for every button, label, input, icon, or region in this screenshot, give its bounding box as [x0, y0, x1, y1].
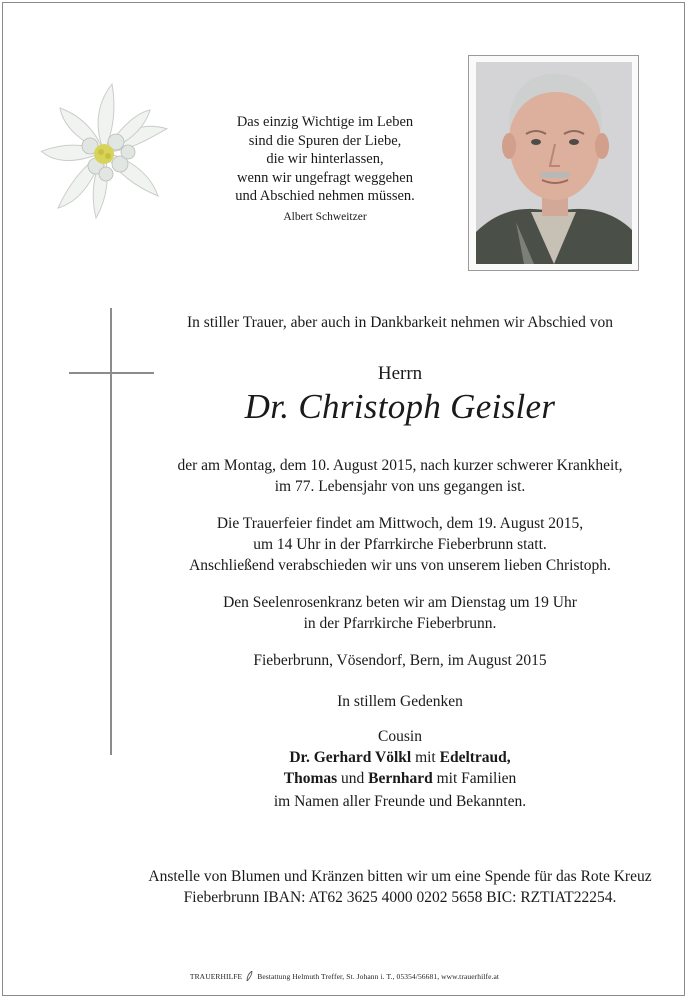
funeral-line: Anschließend verabschieden wir uns von unserem lieben Christoph.: [189, 557, 611, 574]
mourner-name: Edeltraud,: [439, 749, 511, 766]
friends-text: im Namen aller Freunde und Bekannten.: [273, 793, 527, 810]
place-date: Fieberbrunn, Vösendorf, Bern, im August 2015: [253, 652, 547, 669]
mourner-connector: mit: [411, 749, 440, 766]
funeral-line: Die Trauerfeier findet am Mittwoch, dem 19. August 2015,: [216, 515, 584, 532]
edelweiss-icon: [30, 80, 198, 232]
intro-text: In stiller Trauer, aber auch in Dankbarkeit nehmen wir Abschied von: [187, 314, 613, 331]
quote-line: wenn wir ungefragt weggehen: [237, 169, 413, 186]
donation-line: Fieberbrunn IBAN: AT62 3625 4000 0202 5658 BIC: RZTIAT22254.: [183, 889, 617, 906]
quote-line: sind die Spuren der Liebe,: [248, 132, 402, 149]
portrait-photo: [476, 62, 632, 264]
quote-line: und Abschied nehmen müssen.: [235, 188, 415, 204]
mourner-name: Thomas: [283, 770, 338, 787]
mourner-connector: mit Familien: [432, 770, 517, 787]
rosary-line: in der Pfarrkirche Fieberbrunn.: [303, 615, 497, 632]
deceased-name: Dr. Christoph Geisler: [244, 387, 556, 426]
death-notice: [130, 455, 670, 497]
donation-request: [130, 866, 670, 908]
mourner-name: Bernhard: [368, 770, 433, 787]
quote: [205, 113, 445, 206]
quote-line: die wir hinterlassen,: [266, 151, 384, 167]
mourners: [130, 726, 670, 789]
quote-line: Das einzig Wichtige im Leben: [236, 114, 414, 130]
donation-line: Anstelle von Blumen und Kränzen bitten wir um eine Spende für das Rote Kreuz: [148, 868, 652, 885]
cross-vertical-bar: [110, 308, 112, 755]
death-notice-line: im 77. Lebensjahr von uns gegangen ist.: [274, 478, 526, 495]
death-notice-line: der am Montag, dem 10. August 2015, nach kurzer schwerer Krankheit,: [177, 457, 623, 474]
feather-icon: [246, 971, 253, 983]
salutation: Herrn: [377, 363, 423, 384]
memory-text: In stillem Gedenken: [337, 693, 463, 710]
mourner-line-2: [130, 768, 670, 789]
footer: [0, 971, 689, 983]
mourner-name: Dr. Gerhard Völkl: [289, 749, 412, 766]
funeral-info: [130, 513, 670, 576]
mourner-line-1: [130, 747, 670, 768]
rosary-line: Den Seelenrosenkranz beten wir am Dienstag um 19 Uhr: [223, 594, 577, 611]
rosary-info: [130, 592, 670, 634]
cross-horizontal-bar: [69, 372, 154, 374]
mourner-relation: Cousin: [378, 728, 422, 745]
quote-author: Albert Schweitzer: [283, 211, 367, 223]
funeral-line: um 14 Uhr in der Pfarrkirche Fieberbrunn statt.: [253, 536, 547, 553]
footer-details: Bestattung Helmuth Treffer, St. Johann i. T., 05354/56681, www.trauerhilfe.at: [257, 972, 500, 981]
footer-brand: TRAUERHILFE: [189, 972, 243, 981]
mourner-connector: und: [337, 770, 369, 787]
